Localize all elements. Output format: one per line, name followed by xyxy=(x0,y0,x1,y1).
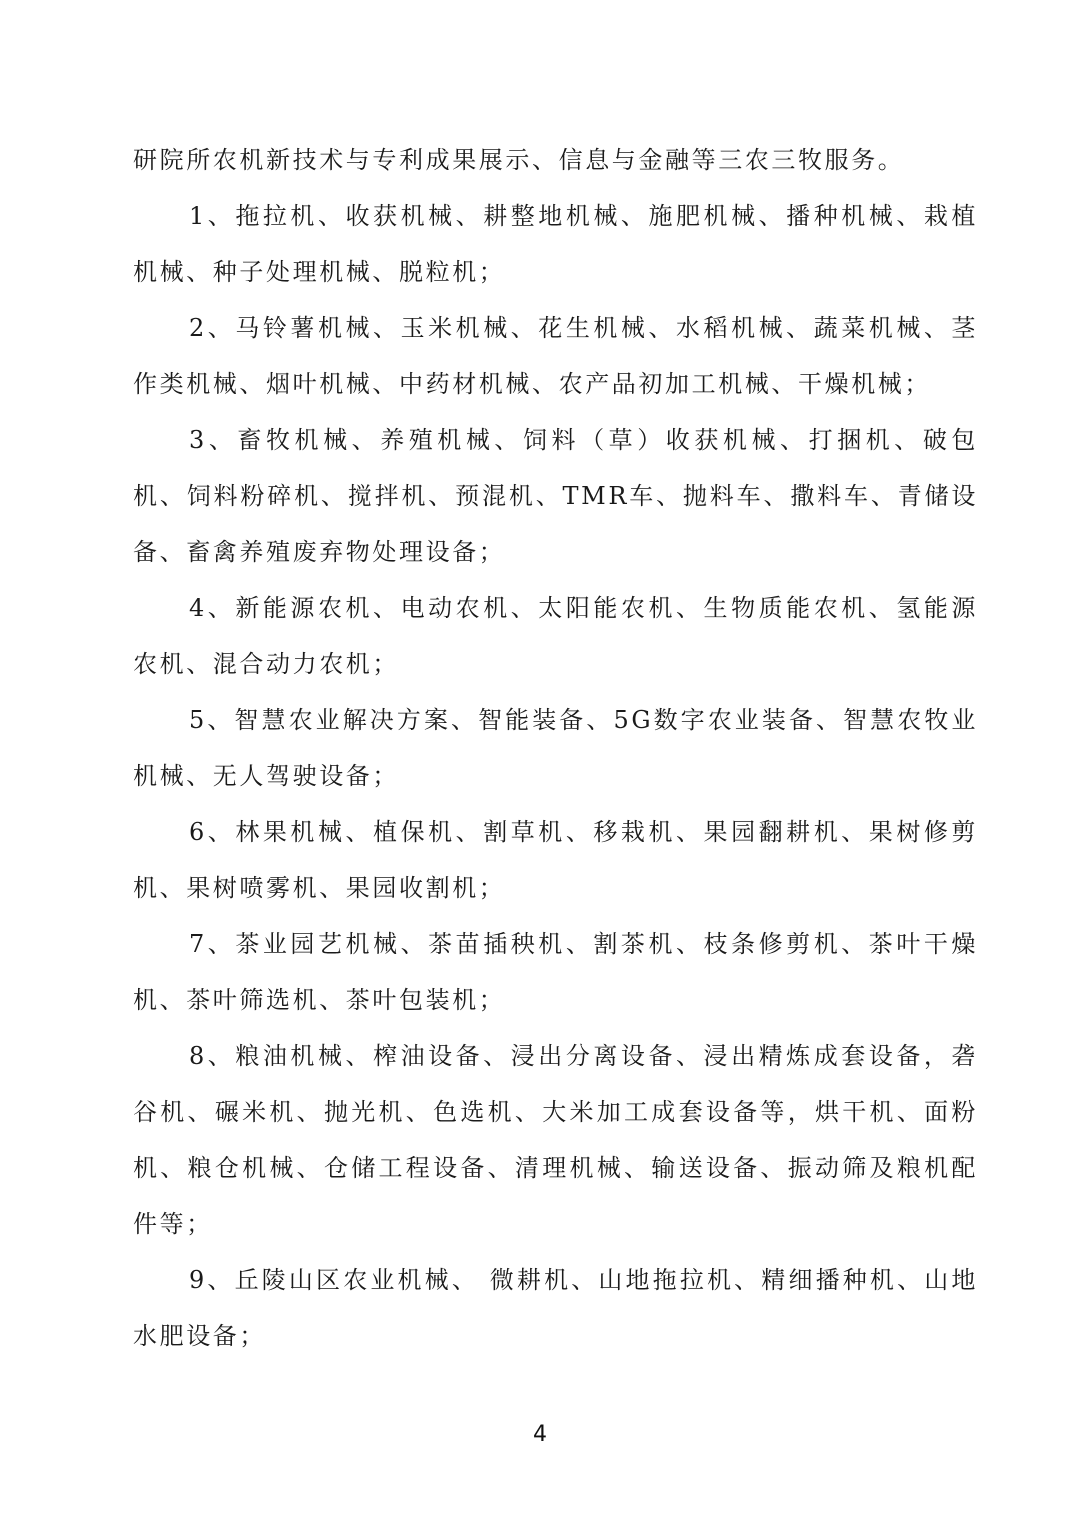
list-item-5: 5、智慧农业解决方案、智能装备、5G数字农业装备、智慧农牧业机械、无人驾驶设备； xyxy=(133,706,978,790)
list-item-8: 8、粮油机械、榨油设备、浸出分离设备、浸出精炼成套设备，砻谷机、碾米机、抛光机、色选机、大米加工成套设备等，烘干机、面粉机、粮仓机械、仓储工程设备、清理机械、输送设备、振动筛及粮机配件等； xyxy=(133,1042,978,1238)
document-body xyxy=(133,132,978,1364)
list-item-2: 2、马铃薯机械、玉米机械、花生机械、水稻机械、蔬菜机械、茎作类机械、烟叶机械、中药材机械、农产品初加工机械、干燥机械； xyxy=(133,314,978,398)
list-item-4: 4、新能源农机、电动农机、太阳能农机、生物质能农机、氢能源农机、混合动力农机； xyxy=(133,594,978,678)
list-item-7: 7、茶业园艺机械、茶苗插秧机、割茶机、枝条修剪机、茶叶干燥机、茶叶筛选机、茶叶包装机； xyxy=(133,930,978,1014)
list-item-1: 1、拖拉机、收获机械、耕整地机械、施肥机械、播种机械、栽植机械、种子处理机械、脱粒机； xyxy=(133,202,978,286)
page-number: 4 xyxy=(533,1422,547,1447)
paragraph-intro-continuation: 研院所农机新技术与专利成果展示、信息与金融等三农三牧服务。 xyxy=(133,146,905,174)
list-item-6: 6、林果机械、植保机、割草机、移栽机、果园翻耕机、果树修剪机、果树喷雾机、果园收割机； xyxy=(133,818,978,902)
list-item-9: 9、丘陵山区农业机械、 微耕机、山地拖拉机、精细播种机、山地水肥设备； xyxy=(133,1266,978,1350)
list-item-3: 3、畜牧机械、养殖机械、饲料（草）收获机械、打捆机、破包机、饲料粉碎机、搅拌机、预混机、TMR车、抛料车、撒料车、青储设备、畜禽养殖废弃物处理设备； xyxy=(133,426,978,566)
